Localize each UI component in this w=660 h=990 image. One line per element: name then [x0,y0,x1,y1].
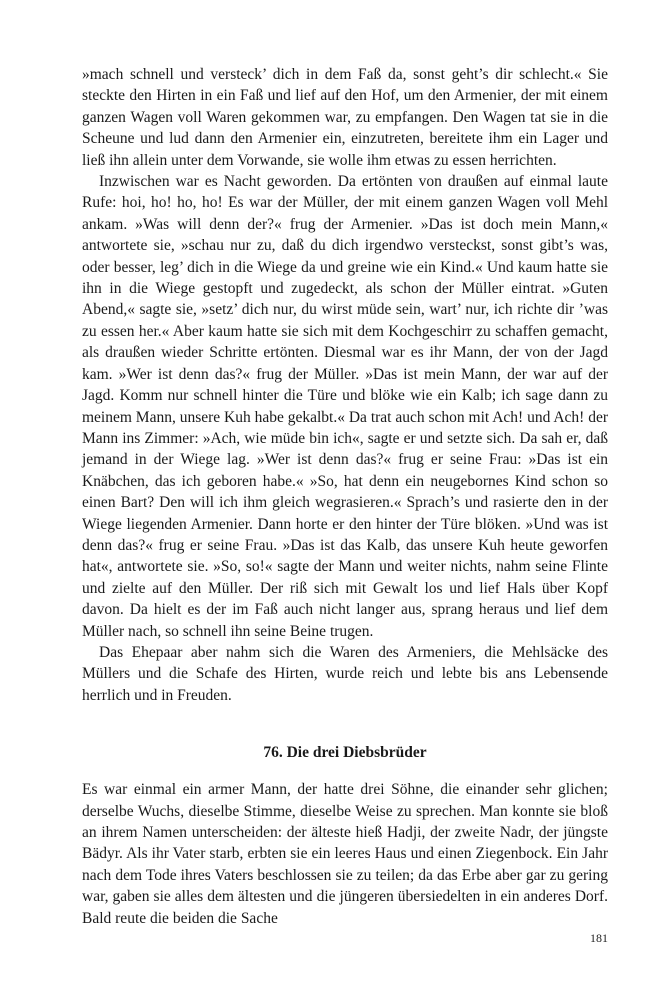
page-body [82,64,608,929]
paragraph: Es war einmal ein armer Mann, der hatte drei Söhne, die einander sehr glichen; derselbe Wuchs, dieselbe Stimme, dieselbe Weise zu sprechen. Man konnte sie bloß an ihrem Namen unterscheiden: der älteste hieß Hadji, der zweite Nadr, der jüngste Bädyr. Als ihr Vater starb, erbten sie ein leeres Haus und einen Ziegenbock. Ein Jahr nach dem Tode ihres Vaters beschlossen sie zu teilen; da das Erbe aber gar zu gering war, gaben sie alles dem ältesten und die jüngeren übersiedelten in ein anderes Dorf. Bald reute die beiden die Sache [82,781,608,927]
page-number: 181 [590,931,608,945]
paragraph: Inzwischen war es Nacht geworden. Da ertönten von draußen auf einmal laute Rufe: hoi, ho! ho, ho! Es war der Müller, der mit einem ganzen Wagen voll Mehl ankam. »Was will denn der?« frug der Armenier. »Das ist doch mein Mann,« antwortete sie, »schau nur zu, daß du dich irgendwo versteckst, sonst gibt’s was, oder besser, leg’ dich in die Wiege da und greine wie ein Kind.« Und kaum hatte sie ihn in die Wiege gestopft und zugedeckt, als schon der Müller eintrat. »Guten Abend,« sagte sie, »setz’ dich nur, du wirst müde sein, wart’ nur, ich richte dir ’was zu essen her.« Aber kaum hatte sie sich mit dem Kochgeschirr zu schaffen gemacht, als draußen wieder Schritte ertönten. Diesmal war es ihr Mann, der von der Jagd kam. »Wer ist denn das?« frug der Müller. »Das ist mein Mann, der war auf der Jagd. Komm nur schnell hinter die Türe und blöke wie ein Kalb; ich sage dann zu meinem Mann, unsere Kuh habe gekalbt.« Da trat auch schon mit Ach! und Ach! der Mann ins Zimmer: »Ach, wie müde bin ich«, sagte er und setzte sich. Da sah er, daß jemand in der Wiege lag. »Wer ist denn das?« frug er seine Frau: »Das ist ein Knäbchen, das ich geboren habe.« »So, hat denn ein neugebornes Kind schon so einen Bart? Den will ich ihm gleich wegrasieren.« Sprach’s und rasierte den in der Wiege liegenden Armenier. Dann horte er den hinter der Türe blöken. »Und was ist denn das?« frug er seine Frau. »Das ist das Kalb, das unsere Kuh heute geworfen hat«, antwortete sie. »So, so!« sagte der Mann und weiter nichts, nahm seine Flinte und zielte auf den Müller. Der riß sich mit Gewalt los und lief Hals über Kopf davon. Da hielt es der im Faß auch nicht langer aus, sprang heraus und lief dem Müller nach, so schnell ihn seine Beine trugen. [82,173,608,640]
paragraph: »mach schnell und versteck’ dich in dem Faß da, sonst geht’s dir schlecht.« Sie steckte den Hirten in ein Faß und lief auf den Hof, um den Armenier, der mit einem ganzen Wagen voll Waren gekommen war, zu empfangen. Den Wagen tat sie in die Scheune und lud dann den Armenier ein, einzutreten, bereitete ihm ein Lager und ließ ihn allein unter dem Vorwande, sie wolle ihm etwas zu essen herrichten. [82,66,608,169]
paragraph: Das Ehepaar aber nahm sich die Waren des Armeniers, die Mehlsäcke des Müllers und die Schafe des Hirten, wurde reich und lebte bis ans Lebensende herrlich und in Freuden. [82,643,608,704]
story-title: 76. Die drei Diebsbrüder [263,744,427,762]
